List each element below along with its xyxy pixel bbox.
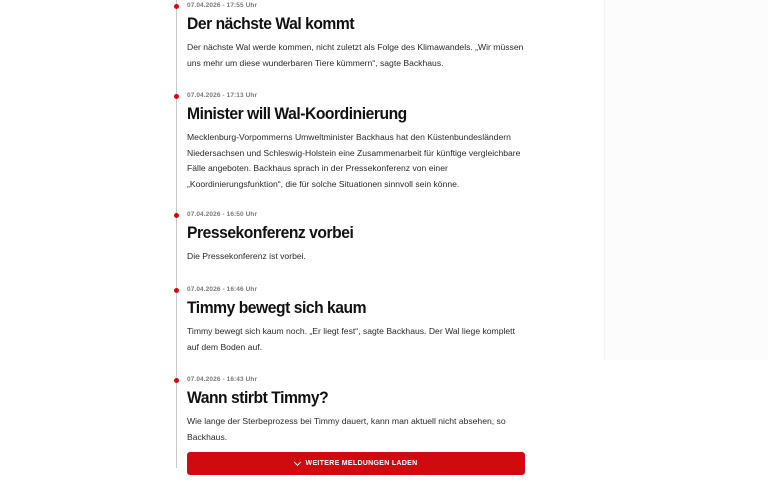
ticker-entry — [187, 2, 527, 71]
entry-timestamp: 07.04.2026 - 17:13 Uhr — [187, 92, 258, 99]
entry-headline: Der nächste Wal kommt — [187, 14, 355, 33]
load-more-label: WEITERE MELDUNGEN LADEN — [305, 460, 418, 467]
entry-headline: Minister will Wal-Koordinierung — [187, 104, 407, 123]
entry-timestamp: 07.04.2026 - 16:46 Uhr — [187, 286, 258, 293]
entry-timestamp: 07.04.2026 - 16:50 Uhr — [187, 211, 258, 218]
timeline-dot — [174, 378, 179, 383]
timeline-dot — [174, 213, 179, 218]
entry-headline: Pressekonferenz vorbei — [187, 223, 354, 242]
entry-text: Mecklenburg-Vorpommerns Umweltminister Backhaus hat den Küstenbundesländern Niedersachsen und Schleswig-Holstein eine Zusammenarbeit für künftige vergleichbare Fälle angeboten. Backhaus sprach in der Pressekonferenz von einer „Koordinierungsfunktion“, die für solche Situationen sinnvoll sein könne. — [187, 132, 521, 189]
timeline-dot — [174, 288, 179, 293]
entry-text: Die Pressekonferenz ist vorbei. — [187, 251, 306, 261]
entry-timestamp: 07.04.2026 - 16:43 Uhr — [187, 376, 258, 383]
entry-text: Wie lange der Sterbeprozess bei Timmy dauert, kann man aktuell nicht absehen, so Backhaus. — [187, 416, 506, 442]
timeline-line — [176, 0, 177, 468]
sidebar-ad-area — [604, 0, 768, 360]
entry-headline: Timmy bewegt sich kaum — [187, 298, 367, 317]
entry-headline: Wann stirbt Timmy? — [187, 388, 329, 407]
ticker-entry — [187, 211, 527, 265]
entry-timestamp: 07.04.2026 - 17:55 Uhr — [187, 2, 258, 9]
entry-text: Der nächste Wal werde kommen, nicht zuletzt als Folge des Klimawandels. „Wir müssen uns mehr um diese wunderbaren Tiere kümmern“, sagte Backhaus. — [187, 42, 524, 68]
ticker-entry — [187, 376, 527, 445]
chevron-down-icon — [294, 458, 301, 465]
load-more-button[interactable] — [187, 452, 525, 475]
entry-text: Timmy bewegt sich kaum noch. „Er liegt fest“, sagte Backhaus. Der Wal liege komplett auf dem Boden auf. — [187, 326, 515, 352]
ticker-entry — [187, 92, 527, 192]
timeline-dot — [174, 4, 179, 9]
timeline-dot — [174, 94, 179, 99]
ticker-entry — [187, 286, 527, 355]
